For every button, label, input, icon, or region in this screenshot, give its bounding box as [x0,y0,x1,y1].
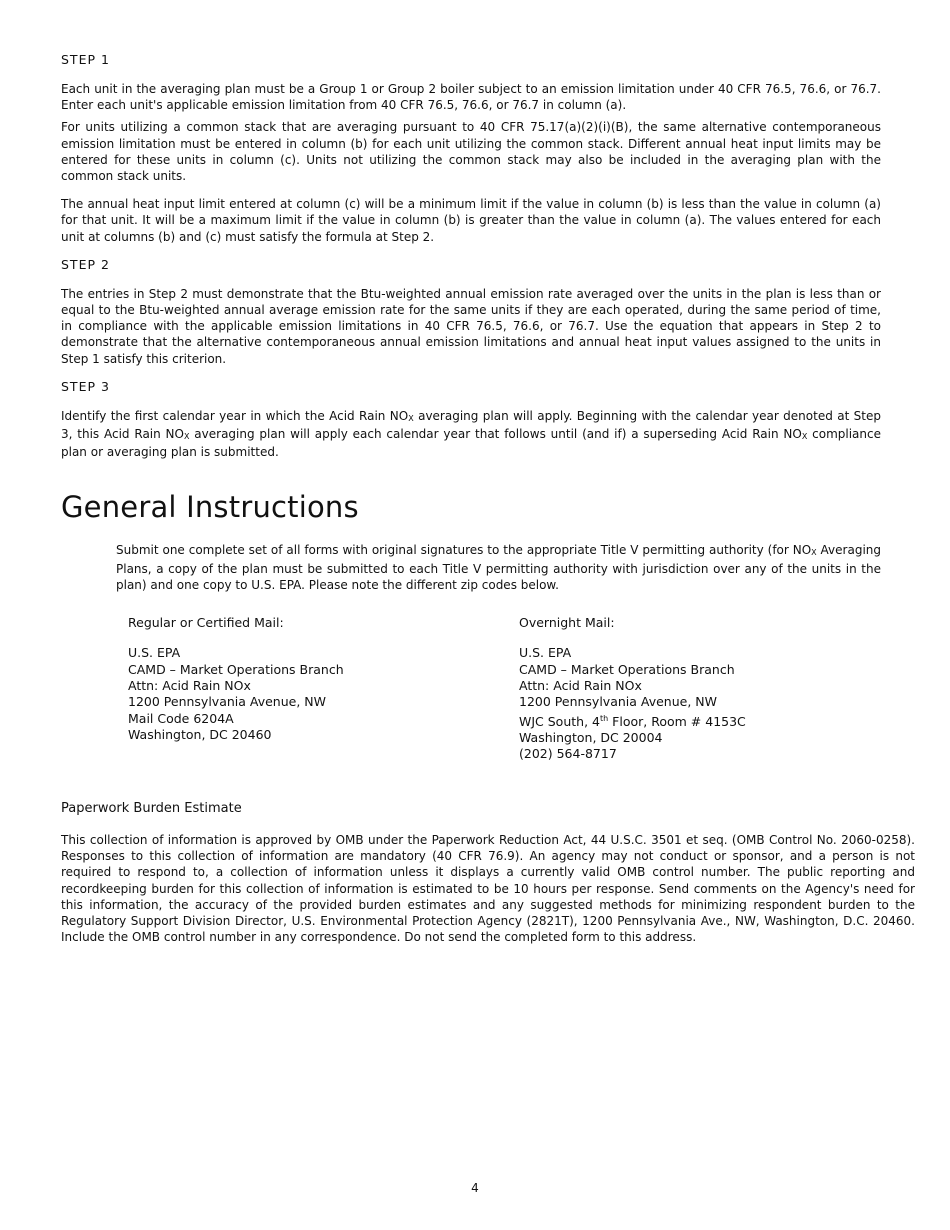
step2-paragraph: The entries in Step 2 must demonstrate that the Btu-weighted annual emission rate averaged over the units in the plan is less than or equal to the Btu-weighted annual average emission rate for the same units if they are each operated, during the same period of time, in compliance with the applicable emission limitations in 40 CFR 76.5, 76.6, or 76.7. Use the equation that appears in Step 2 to demonstrate that the alternative contemporaneous annual emission limitations and annual heat input values assigned to the units in Step 1 satisfy this criterion. [61,286,881,366]
step1-paragraph-1: Each unit in the averaging plan must be a Group 1 or Group 2 boiler subject to an emission limitation under 40 CFR 76.5, 76.6, or 76.7. Enter each unit's applicable emission limitation from 40 CFR 76.5, 76.6, or 76.7 in column (a). [61,82,881,113]
step1-heading: STEP 1 [61,52,110,67]
step1-paragraph-2: For units utilizing a common stack that are averaging pursuant to 40 CFR 75.17(a)(2)(i)(B), the same alternative contemporaneous emission limitation must be entered in column (b) for each unit utilizing the common stack. Different annual heat input limits may be entered for these units in column (c). Units not utilizing the common stack may also be included in the averaging plan with the common stack units. [61,120,881,184]
regular-mail-address: Regular or Certified Mail: U.S. EPA CAMD – Market Operations Branch Attn: Acid Rain NOx 1200 Pennsylvania Avenue, NW Mail Code 6204A Washington, DC 20460 [128,615,344,742]
step3-paragraph: Identify the first calendar year in which the Acid Rain $NO_X$ averaging plan will apply. Beginning with the calendar year denoted at Step 3, this Acid Rain $NO_X$ averaging plan will apply each calendar year that follows until (and if) a superseding Acid Rain $NO_X$ compliance plan or averaging plan is submitted. [61,408,881,460]
overnight-mail-address: Overnight Mail: U.S. EPA CAMD – Market Operations Branch Attn: Acid Rain NOx 1200 Pennsylvania Avenue, NW WJC South, 4th Floor, Room # 4153C Washington, DC 20004 (202) 564-8717 [519,615,746,762]
general-instructions-title: General Instructions [61,490,359,525]
general-instructions-paragraph: Submit one complete set of all forms with original signatures to the appropriate Title V permitting authority (for $NO_X$ Averaging Plans, a copy of the plan must be submitted to each Title V permitting authority with jurisdiction over any of the units in the plan) and one copy to U.S. EPA. Please note the different zip codes below. [116,543,882,592]
mailing-addresses [128,615,881,775]
step1-paragraph-3: The annual heat input limit entered at column (c) will be a minimum limit if the value in column (b) is less than the value in column (a) for that unit. It will be a maximum limit if the value in column (b) is greater than the value in column (a). The values entered for each unit at columns (b) and (c) must satisfy the formula at Step 2. [61,197,881,244]
overnight-mail-heading: Overnight Mail: [519,615,615,631]
instructions-page [61,52,915,951]
regular-mail-heading: Regular or Certified Mail: [128,615,284,631]
step2-heading: STEP 2 [61,256,110,272]
step3-heading: STEP 3 [61,378,110,394]
paperwork-burden-paragraph: This collection of information is approved by OMB under the Paperwork Reduction Act, 44 U.S.C. 3501 et seq. (OMB Control No. 2060-0258). Responses to this collection of information are mandatory (40 CFR 76.9). An agency may not conduct or sponsor, and a person is not required to respond to, a collection of information unless it displays a currently valid OMB control number. The public reporting and recordkeeping burden for this collection of information is estimated to be 10 hours per response. Send comments on the Agency's need for this information, the accuracy of the provided burden estimates and any suggested methods for minimizing respondent burden to the Regulatory Support Division Director, U.S. Environmental Protection Agency (2821T), 1200 Pennsylvania Ave., NW, Washington, D.C. 20460. Include the OMB control number in any correspondence. Do not send the completed form to this address. [61,833,915,945]
paperwork-burden-heading: Paperwork Burden Estimate [61,801,242,817]
page-number: 4 [471,1181,479,1195]
